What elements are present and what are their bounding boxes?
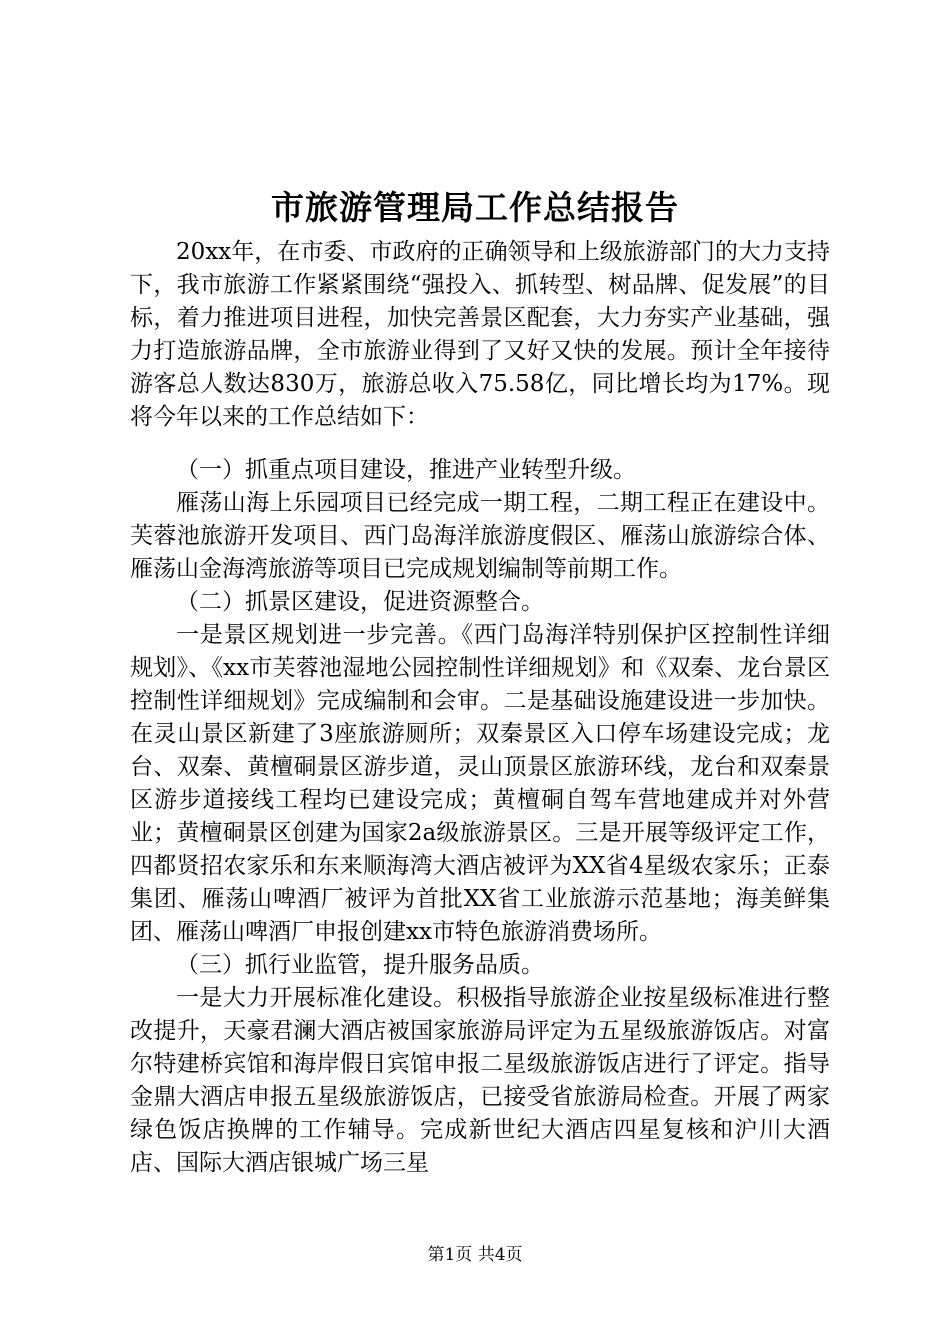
section-3-paragraph: 一是大力开展标准化建设。积极指导旅游企业按星级标准进行整改提升，天豪君澜大酒店被国家旅游局评定为五星级旅游饭店。对富尔特建桥宾馆和海岸假日宾馆申报二星级旅游饭店进行了评定。指导金鼎大酒店申报五星级旅游饭店，已接受省旅游局检查。开展了两家绿色饭店换牌的工作辅导。完成新世纪大酒店四星复核和沪川大酒店、国际大酒店银城广场三星 xyxy=(130,985,830,1176)
page-number-footer: 第1页 共4页 xyxy=(427,1245,523,1265)
section-heading-2: （二）抓景区建设，促进资源整合。 xyxy=(176,589,544,615)
section-heading-3: （三）抓行业监管，提升服务品质。 xyxy=(176,952,544,978)
section-heading-1: （一）抓重点项目建设，推进产业转型升级。 xyxy=(176,457,636,483)
section-1-paragraph: 雁荡山海上乐园项目已经完成一期工程，二期工程正在建设中。芙蓉池旅游开发项目、西门岛海洋旅游度假区、雁荡山旅游综合体、雁荡山金海湾旅游等项目已完成规划编制等前期工作。 xyxy=(130,490,830,582)
document-title: 市旅游管理局工作总结报告 xyxy=(271,188,679,227)
section-2-paragraph: 一是景区规划进一步完善。《西门岛海洋特别保护区控制性详细规划》、《xx市芙蓉池湿地公园控制性详细规划》和《双秦、龙台景区控制性详细规划》完成编制和会审。二是基础设施建设进一步加快。在灵山景区新建了3座旅游厕所；双秦景区入口停车场建设完成；龙台、双秦、黄檀硐景区游步道，灵山顶景区旅游环线，龙台和双秦景区游步道接线工程均已建设完成；黄檀硐自驾车营地建成并对外营业；黄檀硐景区创建为国家2a级旅游景区。三是开展等级评定工作，四都贤招农家乐和东来顺海湾大酒店被评为XX省4星级农家乐；正泰集团、雁荡山啤酒厂被评为首批XX省工业旅游示范基地；海美鲜集团、雁荡山啤酒厂申报创建xx市特色旅游消费场所。 xyxy=(130,622,830,945)
intro-paragraph: 20xx年，在市委、市政府的正确领导和上级旅游部门的大力支持下，我市旅游工作紧紧围绕“强投入、抓转型、树品牌、促发展”的目标，着力推进项目进程，加快完善景区配套，大力夯实产业基础，强力打造旅游品牌，全市旅游业得到了又好又快的发展。预计全年接待游客总人数达830万，旅游总收入75.58亿，同比增长均为17%。现将今年以来的工作总结如下： xyxy=(130,239,830,430)
document-body xyxy=(130,236,830,1180)
